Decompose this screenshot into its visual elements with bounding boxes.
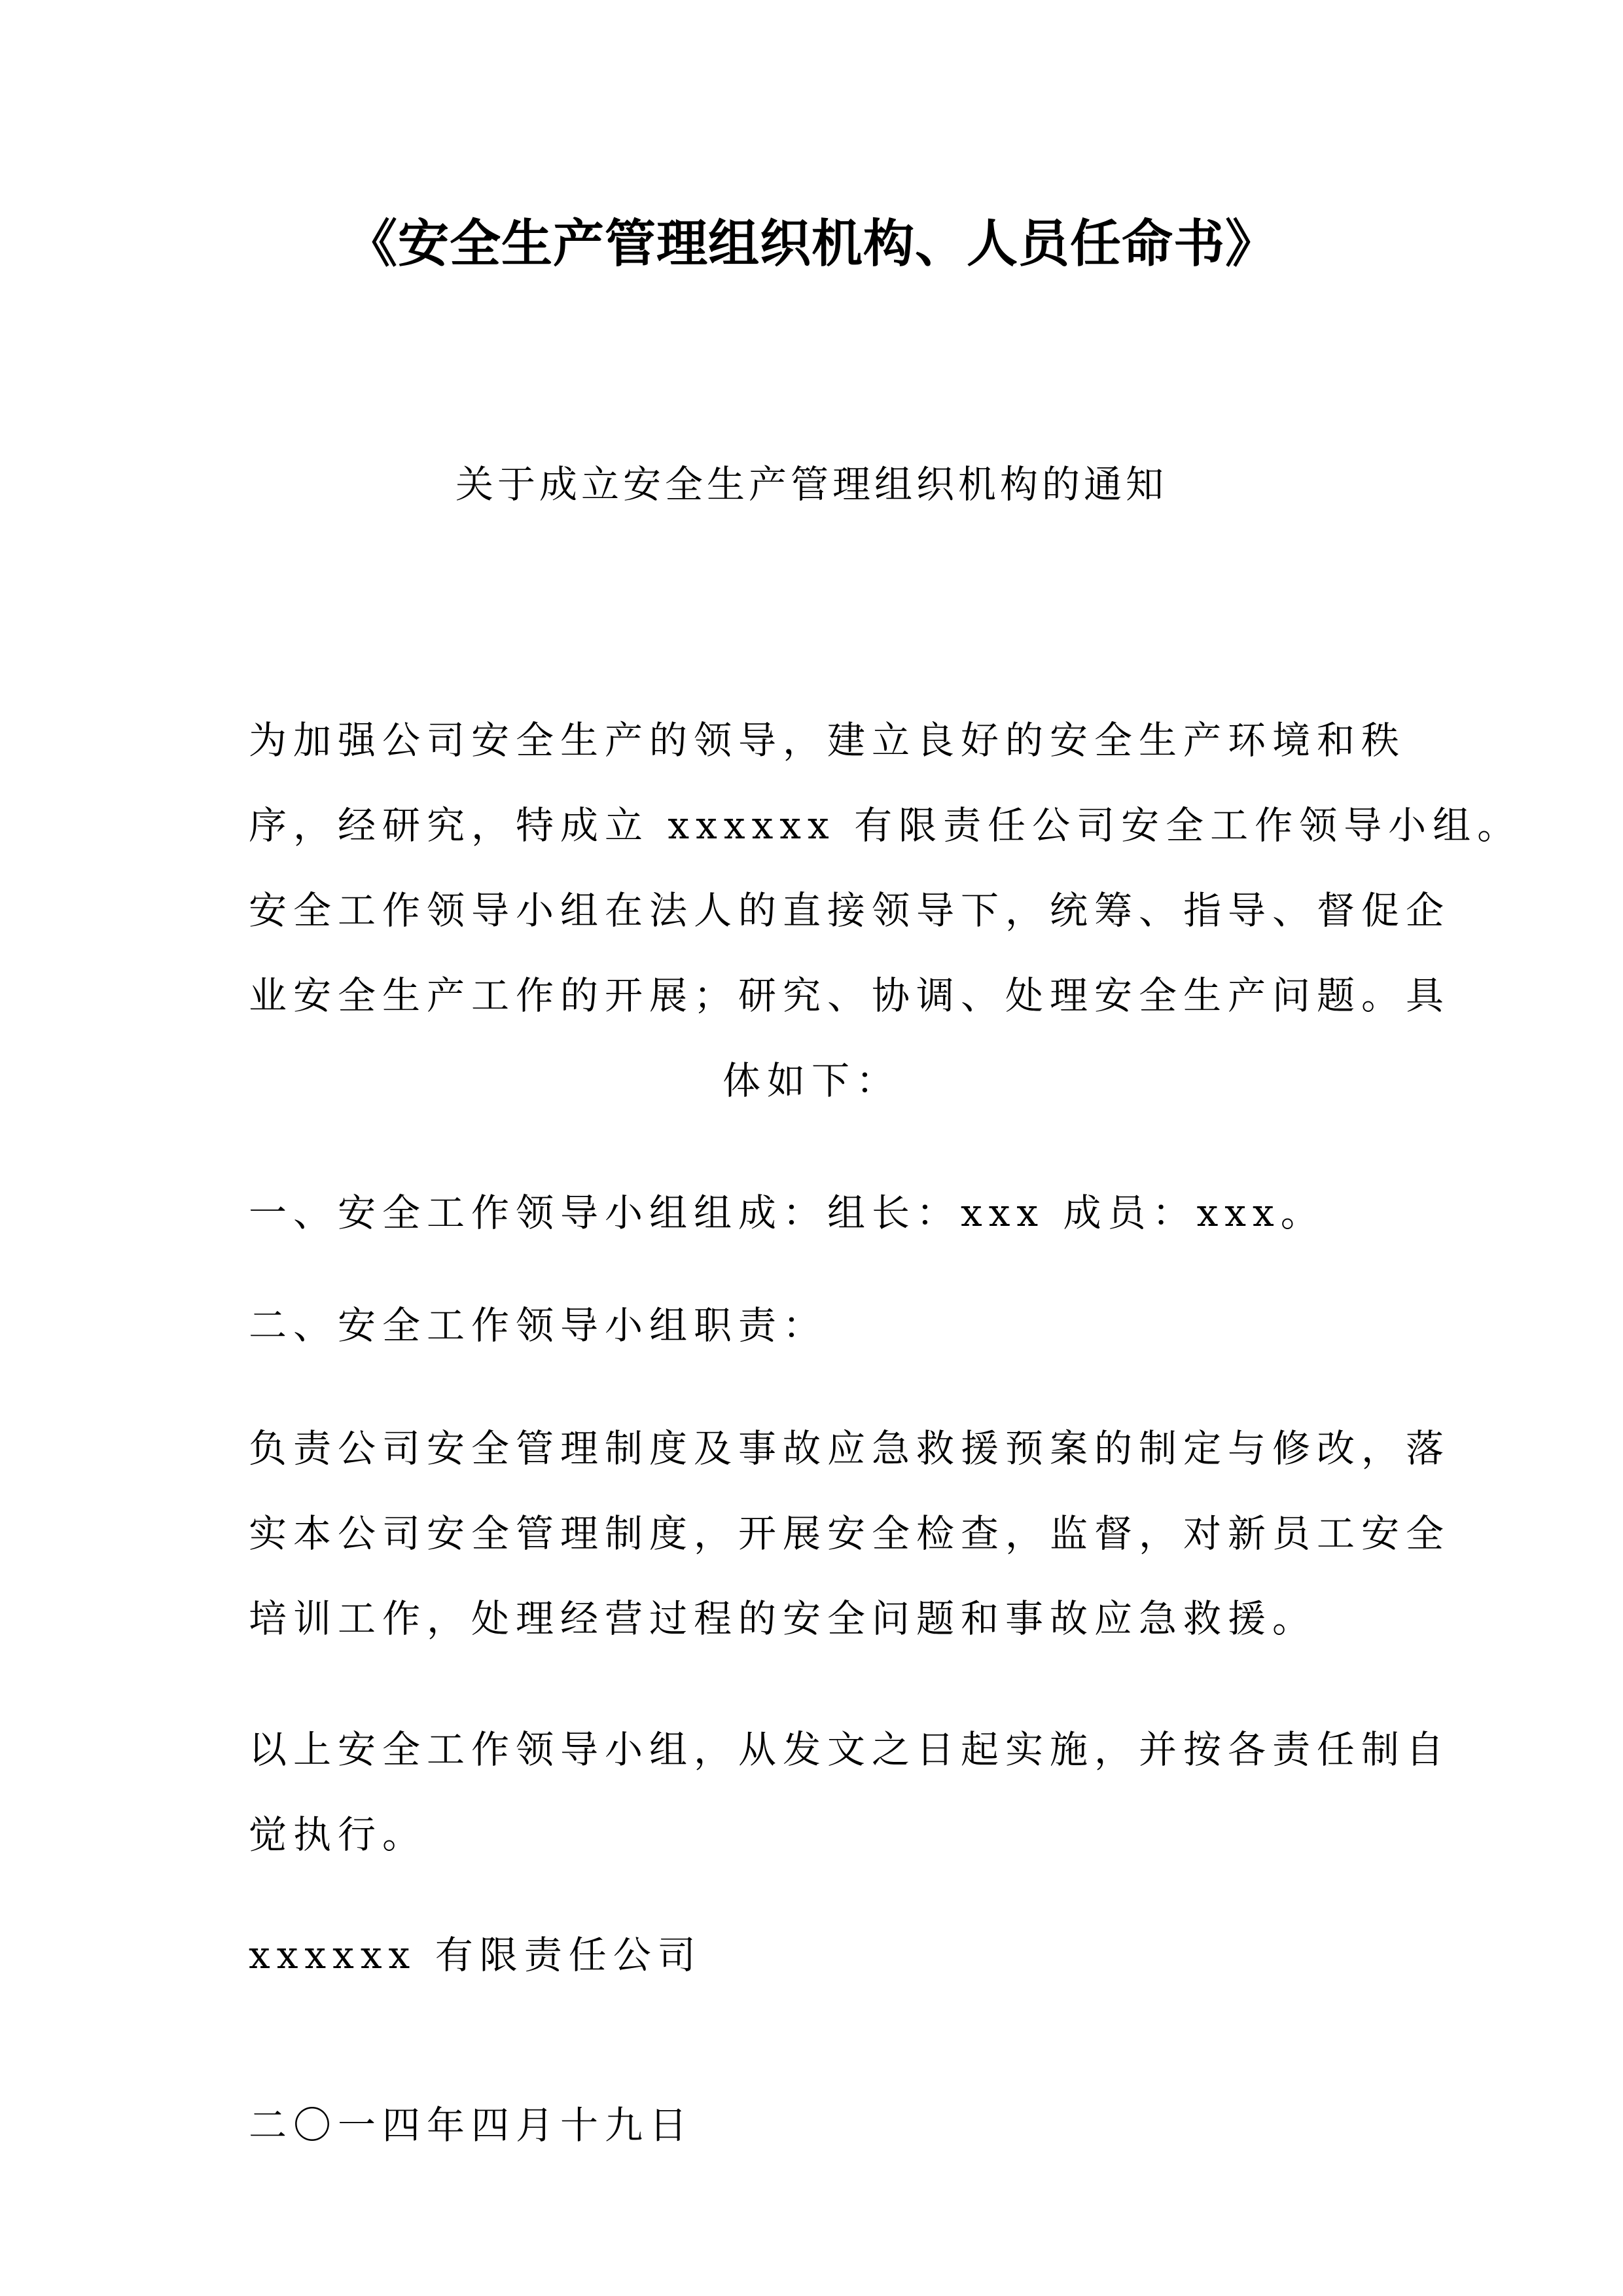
- intro-line: 为加强公司安全生产的领导，建立良好的安全生产环境和秩: [249, 718, 1406, 762]
- intro-paragraph: [249, 698, 1522, 1123]
- intro-line: 体如下：: [722, 1058, 901, 1103]
- duty-line: 实本公司安全管理制度，开展安全检查，监督，对新员工安全: [249, 1511, 1451, 1556]
- document-title: 《安全生产管理组织机构、人员任命书》: [346, 215, 1277, 274]
- duty-line: 培训工作，处理经营过程的安全问题和事故应急救援。: [249, 1596, 1317, 1641]
- intro-line: 序，经研究，特成立 xxxxxx 有限责任公司安全工作领导小组。: [249, 803, 1522, 848]
- notice-subtitle: 关于成立安全生产管理组织机构的通知: [455, 462, 1168, 507]
- duty-line: 负责公司安全管理制度及事故应急救援预案的制定与修改，落: [249, 1426, 1451, 1471]
- company-signature: [249, 1912, 1374, 1998]
- closing-paragraph: [249, 1707, 1451, 1877]
- issue-date-text: 二〇一四年四月十九日: [249, 2103, 694, 2147]
- closing-line: 以上安全工作领导小组，从发文之日起实施，并按各责任制自: [249, 1727, 1451, 1772]
- intro-line: 安全工作领导小组在法人的直接领导下，统筹、指导、督促企: [249, 888, 1451, 933]
- item-duties-text: 二、安全工作领导小组职责：: [249, 1303, 828, 1348]
- duties-paragraph: [249, 1406, 1451, 1661]
- closing-line: 觉执行。: [249, 1812, 427, 1857]
- intro-line: 业安全生产工作的开展；研究、协调、处理安全生产问题。具: [249, 973, 1451, 1018]
- issue-date: [249, 2083, 1374, 2168]
- item-duties-heading: [249, 1283, 1374, 1368]
- item-composition: [249, 1170, 1374, 1255]
- company-name: xxxxxx 有限责任公司: [249, 1933, 702, 1977]
- item-composition-text: 一、安全工作领导小组组成：组长：xxx 成员：xxx。: [249, 1191, 1325, 1235]
